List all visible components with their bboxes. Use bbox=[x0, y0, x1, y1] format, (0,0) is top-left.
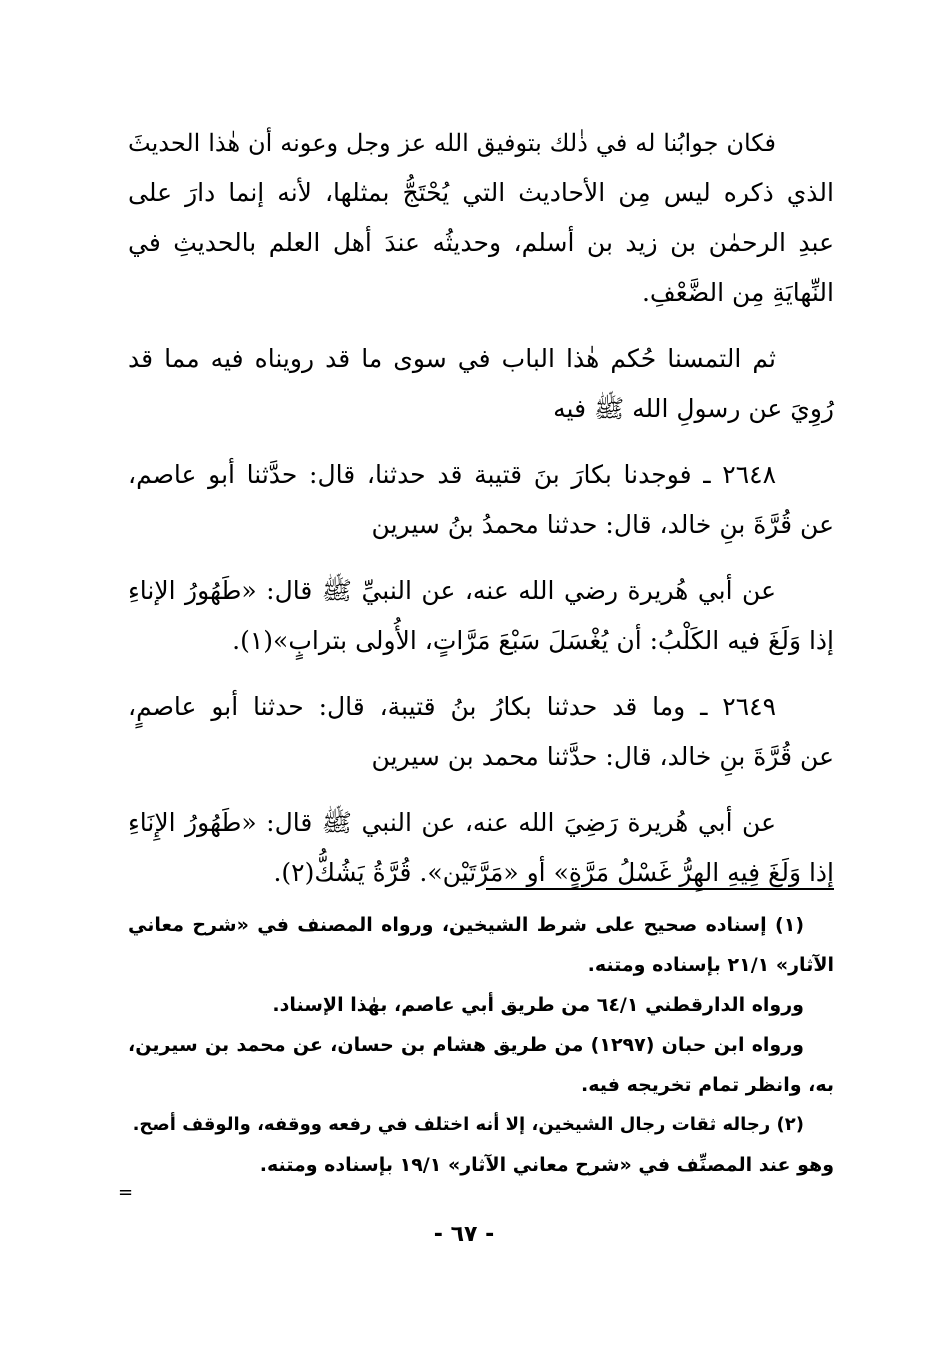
text-line: فكان جوابُنا له في ذٰلك بتوفيق الله عز وجل وعونه أن هٰذا الحديثَ bbox=[128, 129, 776, 157]
hadith-2648-isnad bbox=[128, 450, 834, 550]
text-line: عن قُرَّةَ بنِ خالد، قال: حدثنا محمدُ بنُ سيرين bbox=[371, 510, 834, 539]
footnote-1-ibn-hibban bbox=[128, 1026, 834, 1106]
text-line: عن أبي هُريرة رضي الله عنه، عن النبيِّ ﷺ قال: «طَهُورُ الإناءِ bbox=[128, 576, 776, 605]
footnote-divider bbox=[486, 888, 834, 890]
footnotes bbox=[128, 906, 834, 1186]
footnote-line: الآثار» ٢١/١ بإسناده ومتنه. bbox=[587, 954, 834, 976]
text-line: ٢٦٤٨ ـ فوجدنا بكارَ بنَ قتيبة قد حدثنا، قال: حدَّثنا أبو عاصم، bbox=[128, 460, 776, 489]
footnote-line: ورواه ابن حبان (١٢٩٧) من طريق هشام بن حسان، عن محمد بن سيرين، bbox=[128, 1034, 804, 1056]
text-line: عن قُرَّةَ بنِ خالد، قال: حدَّثنا محمد بن سيرين bbox=[371, 742, 834, 771]
hadith-2649-isnad bbox=[128, 682, 834, 782]
text-line: إذا وَلَغَ فِيهِ الهِرُّ غَسْلُ مَرَّةٍ» أو «مَرَّتَيْن». قُرَّةُ يَشُكُّ(٢). bbox=[273, 858, 834, 887]
footnote-line: به، وانظر تمام تخريجه فيه. bbox=[581, 1074, 834, 1096]
continuation-marker: = bbox=[118, 1182, 134, 1203]
text-line: عبدِ الرحمٰن بن زيد بن أسلم، وحديثُه عندَ أهل العلم بالحديثِ في bbox=[128, 228, 834, 257]
footnote-1-daraqutni bbox=[128, 986, 834, 1026]
text-line: إذا وَلَغَ فيه الكَلْبُ: أن يُغْسَلَ سَبْعَ مَرَّاتٍ، الأُولى بترابٍ»(١). bbox=[232, 626, 834, 655]
text-line: ٢٦٤٩ ـ وما قد حدثنا بكارُ بنُ قتيبة، قال: حدثنا أبو عاصمٍ، bbox=[128, 692, 776, 721]
paragraph-answer bbox=[128, 118, 834, 318]
hadith-2649-matn bbox=[128, 798, 834, 898]
text-line: الذي ذكره ليس مِن الأحاديث التي يُحْتَجُّ بمثلها، لأنه إنما دارَ على bbox=[128, 178, 834, 207]
footnote-2-continued bbox=[128, 1146, 834, 1186]
footnote-line: ورواه الدارقطني ٦٤/١ من طريق أبي عاصم، بهٰذا الإسناد. bbox=[272, 994, 804, 1016]
page-number: - ٦٧ - bbox=[433, 1222, 495, 1247]
text-line: ثم التمسنا حُكم هٰذا الباب في سوى ما قد رويناه فيه مما قد bbox=[128, 344, 776, 373]
paragraph-search bbox=[128, 334, 834, 434]
footnote-line: وهو عند المصنِّف في «شرح معاني الآثار» ١٩/١ بإسناده ومتنه. bbox=[259, 1154, 834, 1176]
text-line: رُوِيَ عن رسولِ الله ﷺ فيه bbox=[553, 394, 834, 423]
footnote-line: (٢) رجاله ثقات رجال الشيخين، إلا أنه اختلف في رفعه ووقفه، والوقف أصح. bbox=[132, 1114, 804, 1135]
footnote-2 bbox=[128, 1106, 834, 1146]
hadith-2648-matn bbox=[128, 566, 834, 666]
main-text bbox=[128, 118, 834, 898]
text-line: النِّهايَةِ مِن الضَّعْفِ. bbox=[641, 278, 834, 307]
text-line: عن أبي هُريرة رَضِيَ الله عنه، عن النبي ﷺ قال: «طَهُورُ الإِنَاءِ bbox=[128, 808, 776, 837]
footnote-1 bbox=[128, 906, 834, 986]
footnote-line: (١) إسناده صحيح على شرط الشيخين، ورواه المصنف في «شرح معاني bbox=[128, 914, 804, 936]
